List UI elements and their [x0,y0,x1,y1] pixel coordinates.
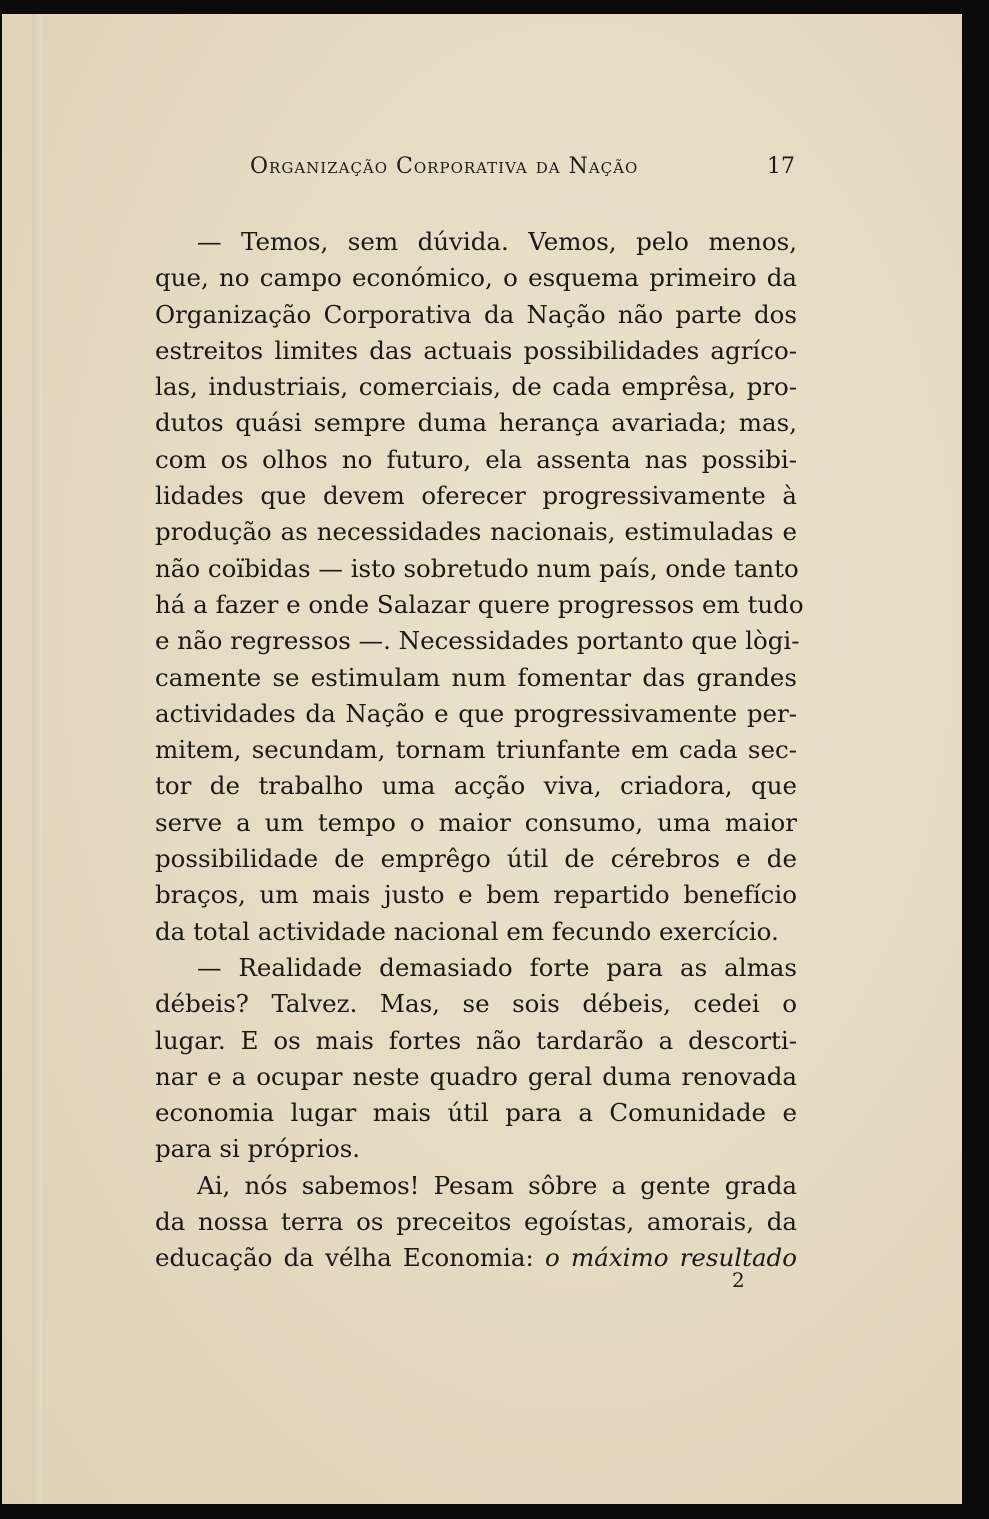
text-line: lidades que devem oferecer progressivamente à [155,481,797,511]
text-line: braços, um mais justo e bem repartido benefício [155,880,797,910]
text-line: nar e a ocupar neste quadro geral duma renovada [155,1061,797,1091]
text-line: actividades da Nação e que progressivamente per- [155,698,797,728]
text-line: las, industriais, comerciais, de cada emprêsa, pro- [155,372,797,402]
text-line: mitem, secundam, tornam triunfante em cada sec- [155,735,797,765]
body-text [155,224,804,1277]
text-line: economia lugar mais útil para a Comunidade e [155,1098,797,1128]
text-line: para si próprios. [155,1134,361,1164]
signature-mark: 2 [732,1268,745,1292]
text-line: que, no campo económico, o esquema primeiro da [155,263,797,293]
text-line: camente se estimulam num fomentar das grandes [155,662,797,692]
text-line: lugar. E os mais fortes não tardarão a descorti- [155,1025,797,1055]
text-line: Organização Corporativa da Nação não parte dos [155,299,797,329]
text-line-final [155,1240,797,1276]
text-line: com os olhos no futuro, ela assenta nas possibi- [155,444,797,474]
text-line: possibilidade de emprêgo útil de cérebros e de [155,844,797,874]
text-line: — Realidade demasiado forte para as almas [197,952,797,982]
text-line: serve a um tempo o maior consumo, uma maior [155,807,797,837]
running-header [250,150,795,184]
page-number: 17 [767,154,795,179]
text-line: — Temos, sem dúvida. Vemos, pelo menos, [197,227,797,256]
running-title: Organização Corporativa da Nação [250,154,639,179]
text-line: não coïbidas — isto sobretudo num país, onde tanto [155,553,799,583]
text-line: débeis? Talvez. Mas, se sois débeis, cedei o [155,989,797,1019]
text-line: Ai, nós sabemos! Pesam sôbre a gente grada [197,1170,797,1200]
text-line: da nossa terra os preceitos egoístas, amorais, da [155,1207,797,1237]
text-line: há a fazer e onde Salazar quere progressos em tudo [155,589,804,619]
page-gutter [32,14,42,1504]
text-line: tor de trabalho uma acção viva, criadora, que [155,771,797,801]
text-line: e não regressos —. Necessidades portanto que lògi- [155,626,800,656]
text-line: da total actividade nacional em fecundo exercício. [155,916,779,946]
text-line: produção as necessidades nacionais, estimuladas e [155,517,797,547]
text-line: dutos quási sempre duma herança avariada; mas, [155,408,797,438]
final-line-italic: o máximo resultado [545,1243,797,1273]
text-line: estreitos limites das actuais possibilidades agríco- [155,335,797,365]
final-line-text: educação da vélha Economia: [155,1243,534,1273]
